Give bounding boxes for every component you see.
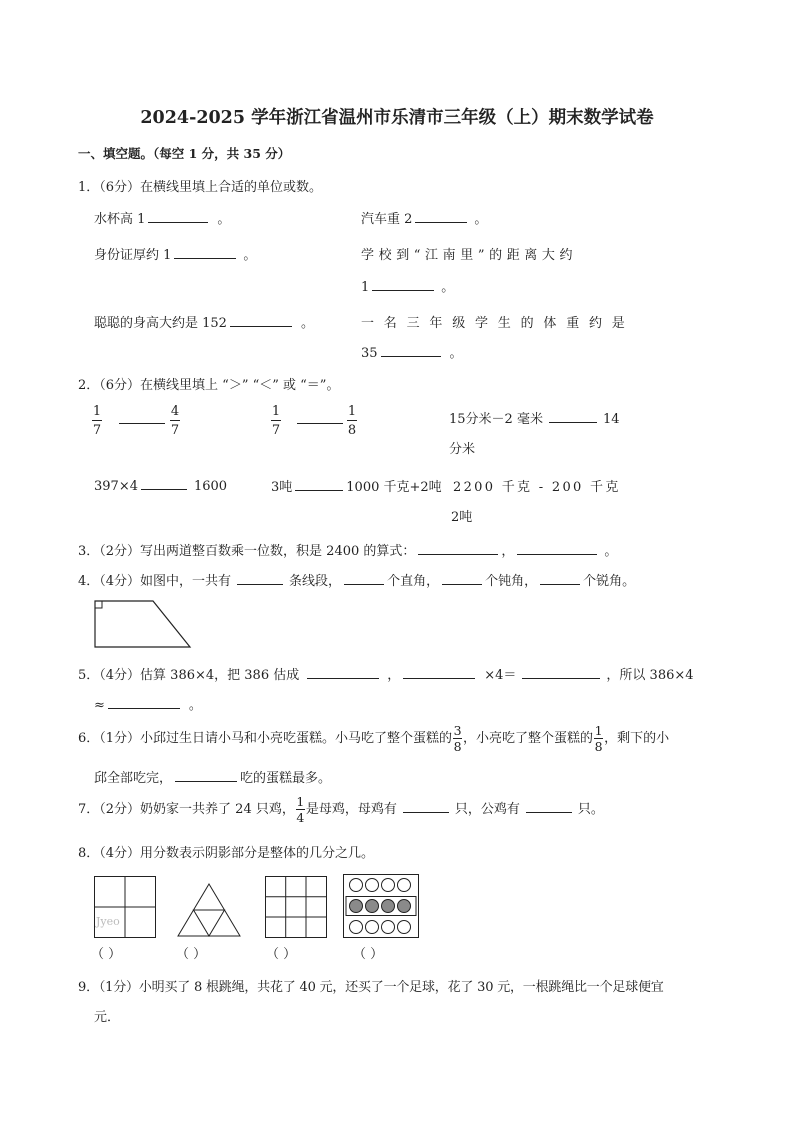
question-3: 3．（2分）写出两道整百数乘一位数，积是 2400 的算式： ， 。 xyxy=(78,540,617,559)
answer-blank[interactable] xyxy=(526,799,572,813)
answer-blank[interactable] xyxy=(344,571,384,585)
answer-blank[interactable] xyxy=(517,541,597,555)
circles-figure xyxy=(343,874,419,938)
fraction-1-7: 1 7 xyxy=(271,404,281,438)
question-6-cont: 邱全部吃完， 吃的蛋糕最多。 xyxy=(94,767,331,786)
answer-paren[interactable]: （ ） xyxy=(176,947,207,962)
answer-blank[interactable] xyxy=(540,571,580,585)
question-5-cont: ≈ 。 xyxy=(94,694,202,713)
q1-item-height: 聪聪的身高大约是 152 。 xyxy=(94,312,314,331)
question-9-cont: 元． xyxy=(94,1010,121,1025)
q1-item-car: 汽车重 2 。 xyxy=(361,208,487,227)
answer-blank[interactable] xyxy=(237,571,283,585)
q1-item-distance: 学校到“江南里”的距离大约 xyxy=(361,248,578,263)
trapezoid-figure xyxy=(94,600,194,650)
answer-blank[interactable] xyxy=(415,209,467,223)
fraction-1-8: 1 8 xyxy=(347,404,357,438)
answer-blank[interactable] xyxy=(230,313,292,327)
answer-blank[interactable] xyxy=(372,277,434,291)
question-2-stem: 2．（6分）在横线里填上 “＞” “＜” 或 “＝”。 xyxy=(78,378,340,393)
answer-blank[interactable] xyxy=(108,695,180,709)
q2-item-multiply: 397×4 1600 xyxy=(94,476,227,494)
fraction-1-8: $\frac{1}{8}$ xyxy=(594,723,603,754)
answer-blank[interactable] xyxy=(442,571,482,585)
triangle-figure xyxy=(177,883,241,937)
square-quarters-figure xyxy=(94,876,156,938)
question-4: 4．（4分）如图中，一共有 条线段， 个直角， 个钝角， 个锐角。 xyxy=(78,570,635,589)
section-heading: 一、填空题。（每空 1 分，共 35 分） xyxy=(78,146,291,161)
fraction-1-4: $\frac{1}{4}$ xyxy=(296,794,305,825)
answer-blank[interactable] xyxy=(295,477,343,491)
answer-blank[interactable] xyxy=(175,768,237,782)
answer-paren[interactable]: （ ） xyxy=(353,947,384,962)
question-6: 6．（1分）小邱过生日请小马和小亮吃蛋糕。小马吃了整个蛋糕的$\frac{3}{8}$，小亮吃了整个蛋糕的$\frac{1}{8}$，剩下的小 xyxy=(78,723,670,754)
answer-blank[interactable] xyxy=(174,245,236,259)
answer-paren[interactable]: （ ） xyxy=(266,947,297,962)
q2-item-kilograms-right: 2吨 xyxy=(451,510,473,525)
fraction-4-7: 4 7 xyxy=(170,404,180,438)
answer-blank[interactable] xyxy=(418,541,498,555)
fraction-1-7: 1 7 xyxy=(92,404,102,438)
answer-blank[interactable] xyxy=(297,410,343,424)
grid-9-figure xyxy=(265,876,327,938)
answer-blank[interactable] xyxy=(403,799,449,813)
answer-blank[interactable] xyxy=(549,409,597,423)
answer-blank[interactable] xyxy=(141,476,187,490)
q1-item-cup: 水杯高 1 。 xyxy=(94,208,230,227)
q1-item-weight-answer: 35 。 xyxy=(361,342,463,361)
q1-item-weight: 一名三年级学生的体重约是 xyxy=(361,316,635,331)
answer-blank[interactable] xyxy=(381,343,441,357)
watermark: Jyeo xyxy=(96,915,120,928)
answer-blank[interactable] xyxy=(522,665,600,679)
answer-paren[interactable]: （ ） xyxy=(91,947,122,962)
answer-blank[interactable] xyxy=(307,665,379,679)
question-9: 9．（1分）小明买了 8 根跳绳，共花了 40 元，还买了一个足球，花了 30 元，一根跳绳比一个足球便宜 xyxy=(78,980,664,995)
q2-item-kilograms: 2200 千克 - 200 千克 xyxy=(453,480,621,495)
q2-item-length-unit: 分米 xyxy=(449,442,476,457)
answer-blank[interactable] xyxy=(148,209,208,223)
answer-blank[interactable] xyxy=(119,410,165,424)
q2-item-tons: 3吨 1000 千克+2吨 xyxy=(271,476,442,495)
question-7: 7．（2分）奶奶家一共养了 24 只鸡，$\frac{1}{4}$是母鸡，母鸡有 只，公鸡有 只。 xyxy=(78,794,604,825)
question-5: 5．（4分）估算 386×4，把 386 估成 ， ×4＝ ，所以 386×4 xyxy=(78,664,694,683)
q2-item-length: 15分米－2 毫米 14 xyxy=(449,408,620,427)
answer-blank[interactable] xyxy=(403,665,475,679)
q1-item-distance-answer: 1 。 xyxy=(361,276,454,295)
page-title: 2024-2025 学年浙江省温州市乐清市三年级（上）期末数学试卷 xyxy=(140,108,654,128)
question-1-stem: 1．（6分）在横线里填上合适的单位或数。 xyxy=(78,180,323,195)
question-8-stem: 8．（4分）用分数表示阴影部分是整体的几分之几。 xyxy=(78,846,375,861)
q1-item-idcard: 身份证厚约 1 。 xyxy=(94,244,256,263)
fraction-3-8: $\frac{3}{8}$ xyxy=(453,723,462,754)
